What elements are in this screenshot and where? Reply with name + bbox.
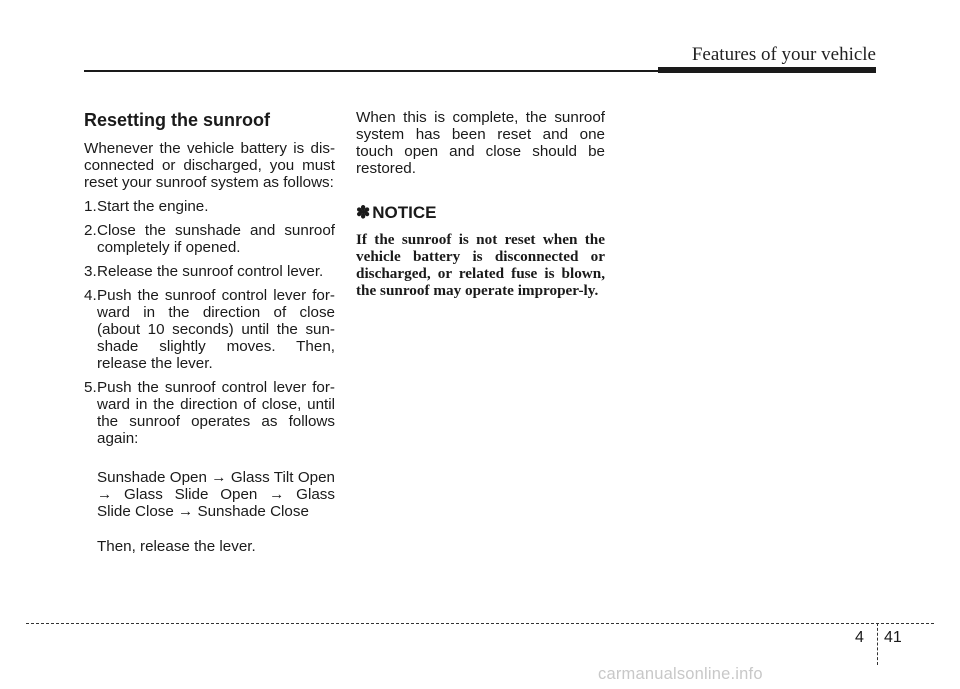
operation-sequence: Sunshade Open → Glass Tilt Open → Glass Slide Open → Glass Slide Close → Sunshade Close <box>97 469 335 520</box>
closing-instruction: Then, release the lever. <box>97 538 256 555</box>
step-item <box>84 379 335 447</box>
completion-paragraph: When this is complete, the sunroof system has been reset and one touch open and close should be restored. <box>356 109 605 177</box>
header-rule <box>84 70 660 72</box>
step-number: 3. <box>84 263 97 280</box>
page-header-title: Features of your vehicle <box>691 44 876 65</box>
step-item <box>84 263 335 280</box>
step-item <box>84 198 335 215</box>
step-text: Release the sunroof control lever. <box>97 263 324 280</box>
notice-title: NOTICE <box>372 203 437 222</box>
footer-rule <box>26 623 934 624</box>
step-item <box>84 287 335 372</box>
step-number: 5. <box>84 379 97 396</box>
step-text: Push the sunroof control lever for-ward in the direction of close (about 10 seconds) until the sun-shade slightly moves. Then, release the lever. <box>97 287 335 372</box>
step-text: Start the engine. <box>97 198 209 215</box>
watermark: carmanualsonline.info <box>598 665 763 683</box>
footer-divider <box>877 623 878 665</box>
intro-paragraph: Whenever the vehicle battery is dis-connected or discharged, you must reset your sunroof system as follows: <box>84 140 335 191</box>
asterisk-icon: ✽ <box>356 203 371 222</box>
step-item <box>84 222 335 256</box>
left-column <box>84 109 335 555</box>
step-text: Push the sunroof control lever for-ward in the direction of close, until the sunroof operates as follows again: <box>97 379 335 447</box>
step-number: 1. <box>84 198 97 215</box>
step-number: 4. <box>84 287 97 304</box>
header-rule-accent <box>658 67 876 73</box>
middle-column <box>356 109 605 299</box>
section-heading: Resetting the sunroof <box>84 110 271 130</box>
page-number: 41 <box>884 629 902 646</box>
step-number: 2. <box>84 222 97 239</box>
steps-list <box>84 198 335 447</box>
notice-body: If the sunroof is not reset when the vehicle battery is disconnected or discharged, or related fuse is blown, the sunroof may operate improper-ly. <box>356 231 605 299</box>
notice-heading <box>356 202 605 223</box>
chapter-number: 4 <box>855 629 864 646</box>
step-text: Close the sunshade and sunroof completely if opened. <box>97 222 335 256</box>
